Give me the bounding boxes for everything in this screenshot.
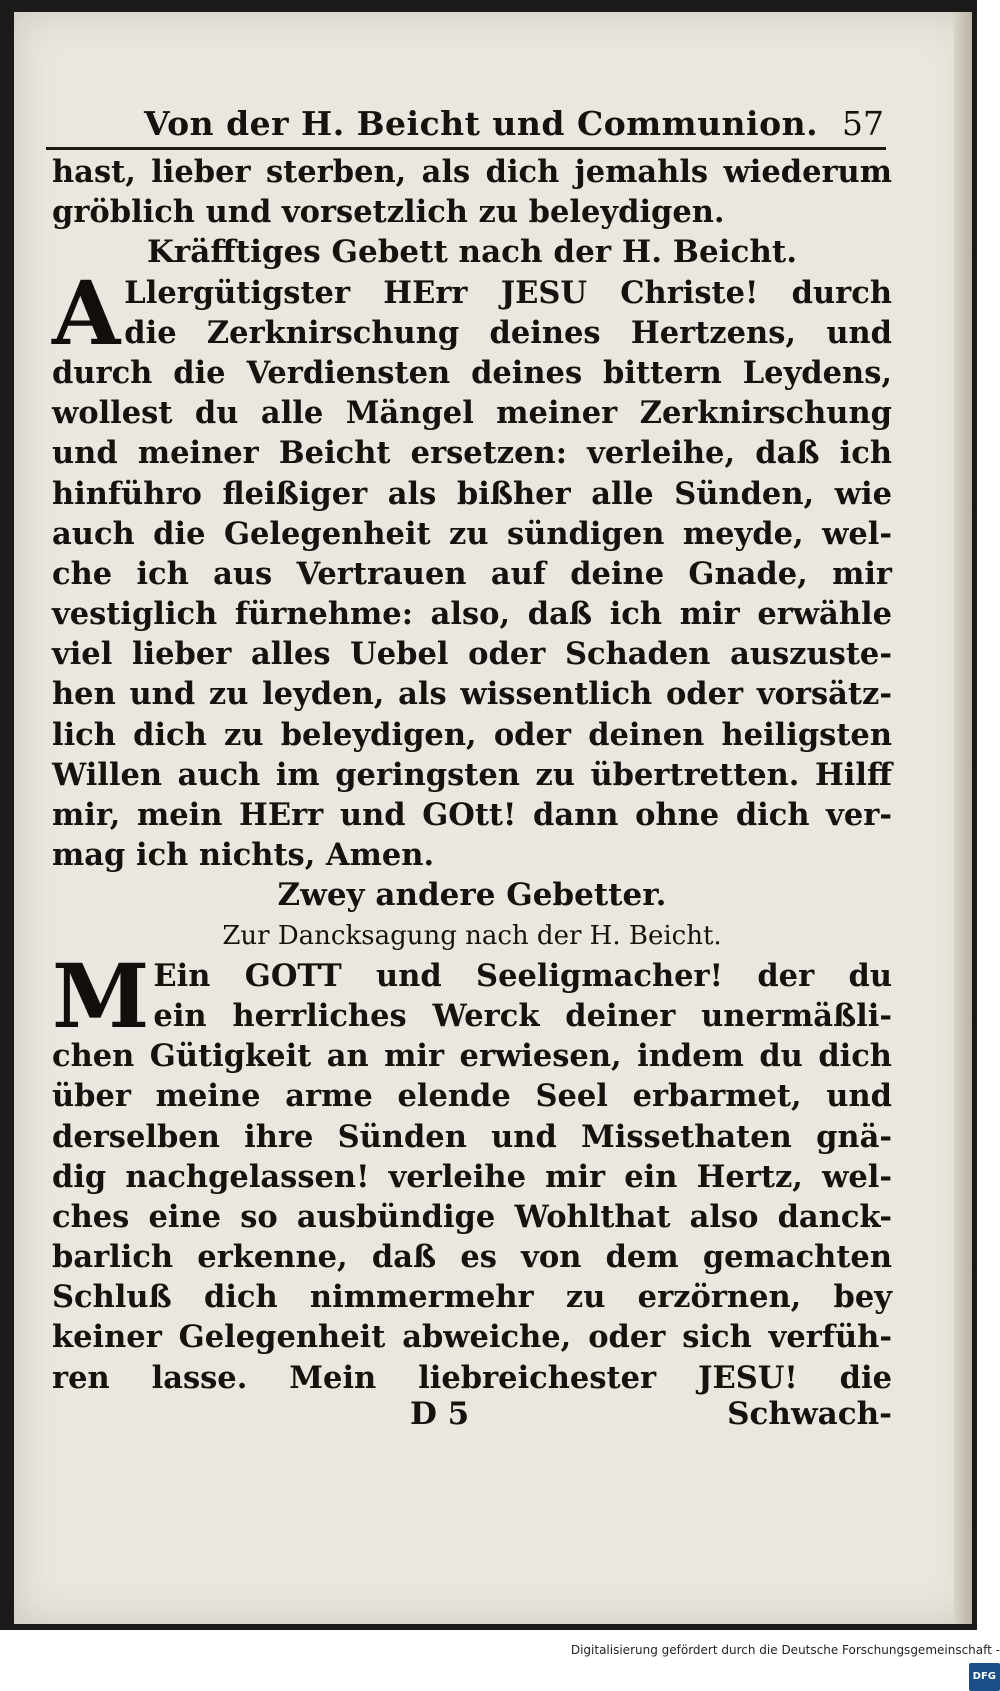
text-line: chen Gütigkeit an mir erwiesen, indem du dich (52, 1038, 892, 1075)
drop-cap: M (52, 943, 150, 1048)
digitization-credit (560, 1637, 1000, 1682)
text-line: Ein GOTT und Seeligmacher! der du (153, 957, 892, 994)
prayer-2 (52, 943, 892, 1398)
text-line: gröblich und vorsetzlich zu beleydigen. (52, 194, 725, 231)
text-line: lich dich zu beleydigen, oder deinen heiligsten (52, 716, 892, 753)
text-line: che ich aus Vertrauen auf deine Gnade, mir (52, 555, 892, 592)
text-line: viel lieber alles Uebel oder Schaden auszuste- (52, 636, 892, 673)
text-line: hast, lieber sterben, als dich jemahls wiederum (52, 154, 892, 190)
catchword: Schwach- (727, 1396, 892, 1432)
text-line: Schluß dich nimmermehr zu erzörnen, bey (52, 1279, 892, 1316)
signature-mark: D 5 (410, 1396, 470, 1432)
running-head (44, 104, 884, 148)
page-number: 57 (842, 104, 884, 143)
credit-text: Digitalisierung gefördert durch die Deutsche Forschungsgemeinschaft - (570, 1643, 1000, 1657)
text-line: vestiglich fürnehme: also, daß ich mir erwähle (52, 596, 892, 633)
header-rule (46, 147, 886, 150)
prayer-heading: Kräfftiges Gebett nach der H. Beicht. (146, 234, 798, 271)
text-line: durch die Verdiensten deines bittern Leydens, (52, 354, 892, 391)
text-line: keiner Gelegenheit abweiche, oder sich verfüh- (52, 1319, 892, 1356)
text-line: und meiner Beicht ersetzen: verleihe, daß ich (52, 435, 892, 472)
text-line: Willen auch im geringsten zu übertretten. Hilff (52, 756, 892, 793)
prayer-subheading: Zur Dancksagung nach der H. Beicht. (222, 920, 722, 951)
text-line: Llergütigster HErr JESU Christe! durch (124, 274, 892, 311)
text-line: mir, mein HErr und GOtt! dann ohne dich ver- (52, 797, 892, 833)
text-line: hinführo fleißiger als bißher alle Sünden, wie (52, 475, 892, 512)
signature-row (52, 1396, 892, 1440)
dfg-logo-icon: DFG (969, 1663, 1000, 1691)
page-edge-shadow (954, 12, 972, 1624)
text-line: mag ich nichts, Amen. (52, 837, 435, 874)
drop-cap: A (52, 260, 121, 365)
text-line: ches eine so ausbündige Wohlthat also danck- (52, 1198, 892, 1235)
body-text (52, 152, 892, 1398)
text-line: auch die Gelegenheit zu sündigen meyde, wel- (52, 515, 892, 552)
text-line: hen und zu leyden, als wissentlich oder vorsätz- (52, 676, 892, 713)
text-line: ren lasse. Mein liebreichester JESU! die (52, 1359, 892, 1396)
text-line: dig nachgelassen! verleihe mir ein Hertz, wel- (52, 1158, 892, 1195)
text-line: ein herrliches Werck deiner unermäßli- (153, 997, 892, 1034)
text-line: über meine arme elende Seel erbarmet, und (52, 1078, 892, 1115)
running-head-title: Von der H. Beicht und Communion. (144, 104, 819, 143)
text-line: die Zerknirschung deines Hertzens, und (124, 314, 892, 351)
text-line: wollest du alle Mängel meiner Zerknirschung (52, 395, 892, 432)
prayer-heading: Zwey andere Gebetter. (277, 877, 667, 914)
prayer-1 (52, 260, 892, 876)
book-page (14, 12, 972, 1624)
text-line: barlich erkenne, daß es von dem gemachten (52, 1239, 892, 1276)
text-line: derselben ihre Sünden und Missethaten gnä- (52, 1118, 892, 1155)
